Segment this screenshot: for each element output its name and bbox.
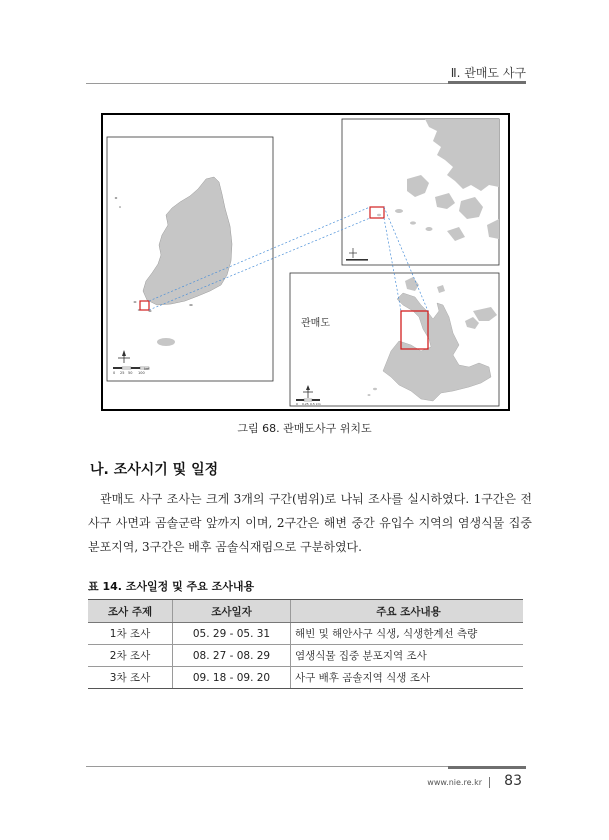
section-heading: 나. 조사시기 및 일정	[90, 462, 219, 478]
footer-separator	[489, 777, 490, 788]
islet-shape	[368, 394, 371, 396]
scalebar-detail-tick-2: 0.5	[310, 402, 315, 406]
header-subject: 조사 주제	[88, 600, 173, 623]
body-paragraph: 관매도 사구 조사는 크게 3개의 구간(범위)로 나눠 조사를 실시하였다. 1구간은 전사구 사면과 곰솔군락 앞까지 이며, 2구간은 해변 중간 유입수 지역의 염생식물 집중 분포지역, 3구간은 배후 곰솔식재림으로 구분하였다.	[88, 492, 532, 554]
cell-subject: 1차 조사	[88, 623, 173, 645]
footer-url: www.nie.re.kr	[427, 778, 482, 787]
islet-shape	[115, 197, 118, 199]
scalebar-korea-tick-0: 0	[113, 371, 116, 375]
islet-shape	[377, 214, 381, 216]
scalebar-detail-tick-1: 0.25	[302, 402, 309, 406]
header-accent-bar	[448, 81, 526, 84]
islet-shape	[373, 388, 377, 390]
islet-shape	[426, 227, 433, 231]
page-footer	[86, 766, 526, 796]
islet-shape	[189, 304, 193, 306]
table-row	[88, 667, 523, 689]
cell-subject: 3차 조사	[88, 667, 173, 689]
cell-date: 09. 18 - 09. 20	[173, 667, 291, 689]
scalebar-detail-tick-0: 0	[296, 402, 298, 406]
header-date: 조사일자	[173, 600, 291, 623]
jeju-island-shape	[157, 338, 175, 346]
islet-shape	[134, 301, 137, 303]
table-row	[88, 623, 523, 645]
location-map-svg	[103, 115, 508, 409]
gwanmaedo-label: 관매도	[301, 318, 330, 329]
table-row	[88, 645, 523, 667]
islet-shape	[395, 209, 403, 213]
chapter-title: Ⅱ. 관매도 사구	[450, 66, 526, 80]
table-header-row	[88, 600, 523, 623]
scalebar-detail-unit: km	[316, 402, 321, 406]
table-caption: 표 14. 조사일정 및 주요 조사내용	[88, 580, 255, 593]
cell-subject: 2차 조사	[88, 645, 173, 667]
footer-accent-bar	[448, 766, 526, 769]
scalebar-korea-unit: km	[144, 367, 150, 371]
cell-content: 염생식물 집중 분포지역 조사	[291, 645, 524, 667]
header-content: 주요 조사내용	[291, 600, 524, 623]
page-header	[86, 60, 526, 84]
scalebar-region	[346, 259, 368, 261]
scalebar-korea-tick-3: 100	[138, 371, 145, 375]
islet-shape	[410, 221, 416, 224]
survey-schedule-table	[88, 599, 523, 689]
scalebar-korea-tick-1: 25	[120, 371, 125, 375]
cell-content: 사구 배후 곰솔지역 식생 조사	[291, 667, 524, 689]
figure-caption: 그림 68. 관매도사구 위치도	[237, 422, 372, 435]
scalebar-korea-tick-2: 50	[128, 371, 133, 375]
cell-date: 08. 27 - 08. 29	[173, 645, 291, 667]
islet-shape	[119, 206, 121, 208]
cell-content: 해빈 및 해안사구 식생, 식생한계선 측량	[291, 623, 524, 645]
cell-date: 05. 29 - 05. 31	[173, 623, 291, 645]
page-number: 83	[504, 773, 522, 789]
location-map-figure	[101, 113, 510, 411]
